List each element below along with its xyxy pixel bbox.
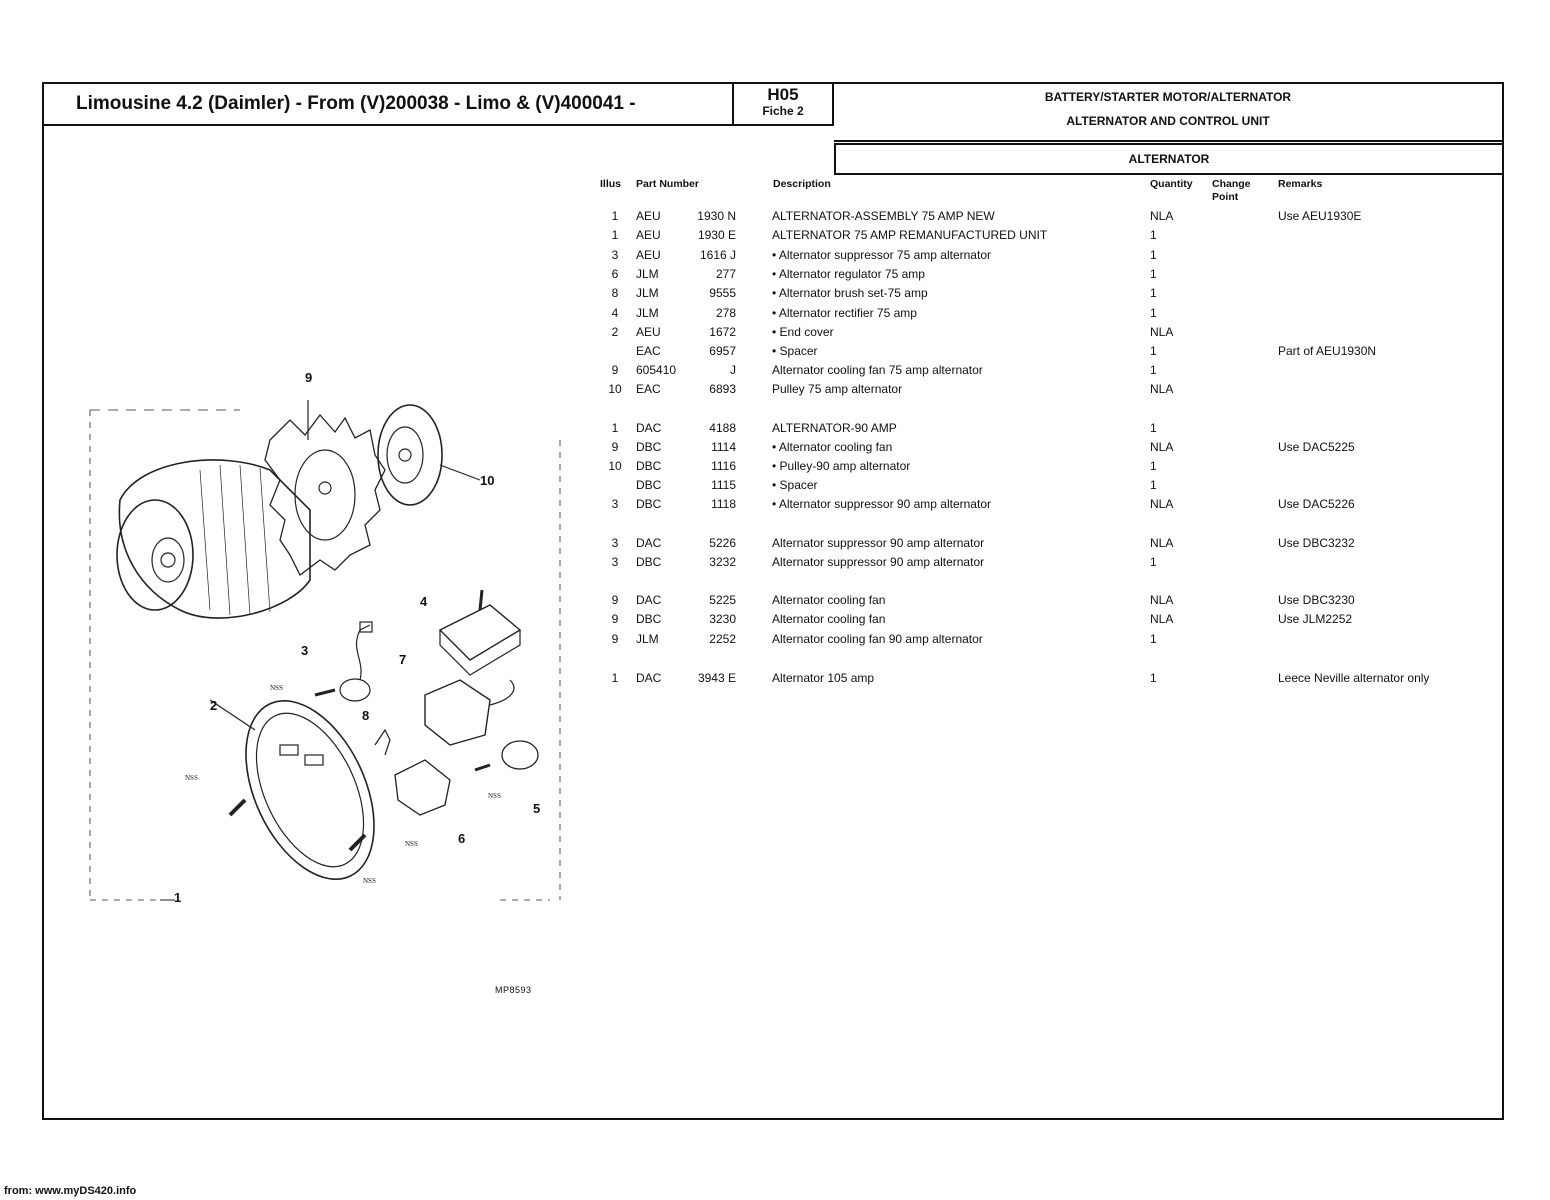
cell-description: • Pulley-90 amp alternator — [772, 459, 911, 473]
cell-illus: 3 — [611, 555, 619, 569]
callout-label: 6 — [458, 831, 466, 846]
table-row — [0, 267, 1550, 286]
cell-description: • Alternator cooling fan — [772, 440, 893, 454]
cell-quantity: 1 — [1150, 344, 1157, 358]
nss-label: NSS — [185, 774, 198, 782]
cell-quantity: 1 — [1150, 363, 1157, 377]
cell-part-number: 3230 — [709, 612, 736, 626]
cell-quantity: NLA — [1150, 382, 1174, 396]
table-row — [0, 209, 1550, 228]
cell-illus: 3 — [611, 248, 619, 262]
cell-illus: 2 — [611, 325, 619, 339]
fiche-code-box — [734, 84, 834, 126]
col-remarks: Remarks — [1278, 178, 1323, 190]
cell-part-number: 1118 — [711, 497, 736, 511]
source-footer: from: www.myDS420.info — [4, 1185, 137, 1197]
cell-quantity: NLA — [1150, 209, 1174, 223]
cell-quantity: 1 — [1150, 421, 1157, 435]
cell-quantity: NLA — [1150, 497, 1174, 511]
cell-part-number: 6893 — [709, 382, 736, 396]
cell-quantity: 1 — [1150, 671, 1157, 685]
callout-label: 7 — [399, 652, 407, 667]
cell-part-number: 3232 — [709, 555, 736, 569]
cell-part-prefix: AEU — [636, 325, 661, 339]
cell-illus: 10 — [608, 382, 622, 396]
cell-quantity: 1 — [1150, 478, 1157, 492]
cell-quantity: 1 — [1150, 228, 1157, 242]
cell-illus: 6 — [611, 267, 619, 281]
cell-part-number: 5225 — [709, 593, 736, 607]
table-row — [0, 286, 1550, 305]
col-change-point: Change Point — [1212, 178, 1251, 203]
fiche-label: Fiche 2 — [762, 104, 804, 118]
nss-label: NSS — [488, 792, 501, 800]
cell-part-number: 9555 — [709, 286, 736, 300]
col-quantity: Quantity — [1150, 178, 1193, 190]
cell-illus: 9 — [611, 632, 619, 646]
section-code: H05 — [767, 85, 799, 104]
cell-part-number: 5226 — [709, 536, 736, 550]
cell-description: • Alternator brush set-75 amp — [772, 286, 928, 300]
cell-part-number: 1616 J — [699, 248, 736, 262]
callout-label: 2 — [210, 698, 218, 713]
cell-part-prefix: AEU — [636, 209, 661, 223]
cell-quantity: 1 — [1150, 248, 1157, 262]
cell-description: ALTERNATOR 75 AMP REMANUFACTURED UNIT — [772, 228, 1048, 242]
cell-part-number: 1930 N — [697, 209, 736, 223]
page-title: Limousine 4.2 (Daimler) - From (V)200038 - Limo & (V)400041 - — [44, 84, 734, 126]
cell-quantity: 1 — [1150, 632, 1157, 646]
cell-remarks: Use DAC5226 — [1278, 497, 1355, 511]
callout-label: 1 — [174, 890, 182, 905]
nss-label: NSS — [405, 840, 418, 848]
section-line-2: ALTERNATOR AND CONTROL UNIT — [1066, 114, 1270, 128]
cell-part-prefix: JLM — [636, 286, 659, 300]
cell-description: Alternator cooling fan — [772, 612, 886, 626]
cell-quantity: 1 — [1150, 267, 1157, 281]
cell-quantity: NLA — [1150, 536, 1174, 550]
cell-illus: 9 — [611, 363, 619, 377]
figure-reference: MP8593 — [495, 985, 532, 995]
cell-quantity: 1 — [1150, 555, 1157, 569]
cell-part-number: 1116 — [711, 459, 736, 473]
cell-illus: 10 — [608, 459, 622, 473]
cell-remarks: Use JLM2252 — [1278, 612, 1353, 626]
cell-part-prefix: DBC — [636, 440, 662, 454]
cell-remarks: Use DBC3230 — [1278, 593, 1355, 607]
cell-description: Alternator suppressor 90 amp alternator — [772, 555, 985, 569]
cell-description: • Alternator suppressor 90 amp alternator — [772, 497, 991, 511]
cell-remarks: Leece Neville alternator only — [1278, 671, 1430, 685]
cell-illus: 3 — [611, 497, 619, 511]
alternator-exploded-diagram — [80, 360, 570, 920]
cell-description: • Alternator rectifier 75 amp — [772, 306, 917, 320]
cell-part-prefix: DAC — [636, 671, 662, 685]
cell-description: • Alternator suppressor 75 amp alternator — [772, 248, 991, 262]
callout-label: 10 — [480, 473, 495, 488]
cell-remarks: Use DAC5225 — [1278, 440, 1355, 454]
cell-part-prefix: DBC — [636, 497, 662, 511]
cell-part-number: 1115 — [711, 478, 736, 492]
cell-part-prefix: JLM — [636, 306, 659, 320]
cell-illus: 1 — [611, 228, 619, 242]
cell-description: • Spacer — [772, 344, 818, 358]
table-row — [0, 306, 1550, 325]
cell-description: Pulley 75 amp alternator — [772, 382, 903, 396]
cell-description: • Alternator regulator 75 amp — [772, 267, 925, 281]
cell-illus: 4 — [611, 306, 619, 320]
col-illus: Illus — [600, 178, 622, 190]
cell-part-number: 3943 E — [697, 671, 736, 685]
cell-part-prefix: DBC — [636, 459, 662, 473]
cell-illus: 3 — [611, 536, 619, 550]
callout-label: 3 — [301, 643, 309, 658]
cell-illus: 9 — [611, 612, 619, 626]
callout-label: 9 — [305, 370, 313, 385]
cell-part-prefix: 605410 — [636, 363, 677, 377]
cell-remarks: Part of AEU1930N — [1278, 344, 1377, 358]
cell-part-number: 2252 — [709, 632, 736, 646]
cell-quantity: 1 — [1150, 306, 1157, 320]
cell-part-prefix: AEU — [636, 228, 661, 242]
cell-part-prefix: DBC — [636, 478, 662, 492]
cell-part-prefix: EAC — [636, 382, 661, 396]
col-part-number: Part Number — [636, 178, 700, 190]
cell-illus: 1 — [611, 671, 619, 685]
table-row — [0, 228, 1550, 247]
cell-illus: 9 — [611, 593, 619, 607]
cell-part-number: J — [730, 363, 736, 377]
nss-label: NSS — [363, 877, 376, 885]
cell-part-number: 4188 — [709, 421, 736, 435]
col-description: Description — [773, 178, 831, 190]
cell-quantity: NLA — [1150, 612, 1174, 626]
cell-description: Alternator cooling fan 90 amp alternator — [772, 632, 983, 646]
table-row — [0, 325, 1550, 344]
callout-label: 4 — [420, 594, 428, 609]
cell-illus: 9 — [611, 440, 619, 454]
cell-quantity: 1 — [1150, 286, 1157, 300]
cell-remarks: Use AEU1930E — [1278, 209, 1362, 223]
cell-illus: 1 — [611, 421, 619, 435]
cell-part-prefix: DBC — [636, 612, 662, 626]
cell-quantity: NLA — [1150, 593, 1174, 607]
section-line-1: BATTERY/STARTER MOTOR/ALTERNATOR — [1044, 90, 1292, 104]
cell-description: Alternator 105 amp — [772, 671, 875, 685]
cell-illus: 1 — [611, 209, 619, 223]
cell-description: Alternator cooling fan — [772, 593, 886, 607]
cell-quantity: NLA — [1150, 325, 1174, 339]
cell-description: ALTERNATOR-90 AMP — [772, 421, 897, 435]
cell-part-number: 6957 — [709, 344, 736, 358]
cell-part-number: 278 — [715, 306, 736, 320]
cell-part-number: 1114 — [711, 440, 736, 454]
cell-description: • Spacer — [772, 478, 818, 492]
cell-description: • End cover — [772, 325, 834, 339]
cell-description: ALTERNATOR-ASSEMBLY 75 AMP NEW — [772, 209, 995, 223]
cell-part-prefix: DAC — [636, 593, 662, 607]
cell-part-number: 277 — [715, 267, 736, 281]
cell-part-prefix: AEU — [636, 248, 661, 262]
cell-illus: 8 — [611, 286, 619, 300]
cell-part-prefix: DAC — [636, 536, 662, 550]
section-heading — [834, 84, 1502, 142]
subsection-heading: ALTERNATOR — [834, 143, 1502, 175]
cell-part-prefix: JLM — [636, 267, 659, 281]
cell-description: Alternator cooling fan 75 amp alternator — [772, 363, 983, 377]
cell-part-number: 1672 — [709, 325, 736, 339]
nss-label: NSS — [270, 684, 283, 692]
cell-part-prefix: JLM — [636, 632, 659, 646]
cell-quantity: 1 — [1150, 459, 1157, 473]
cell-quantity: NLA — [1150, 440, 1174, 454]
cell-part-prefix: DAC — [636, 421, 662, 435]
cell-part-prefix: DBC — [636, 555, 662, 569]
cell-part-prefix: EAC — [636, 344, 661, 358]
table-row — [0, 248, 1550, 267]
cell-part-number: 1930 E — [697, 228, 736, 242]
cell-remarks: Use DBC3232 — [1278, 536, 1355, 550]
callout-label: 5 — [533, 801, 541, 816]
cell-description: Alternator suppressor 90 amp alternator — [772, 536, 985, 550]
callout-label: 8 — [362, 708, 370, 723]
